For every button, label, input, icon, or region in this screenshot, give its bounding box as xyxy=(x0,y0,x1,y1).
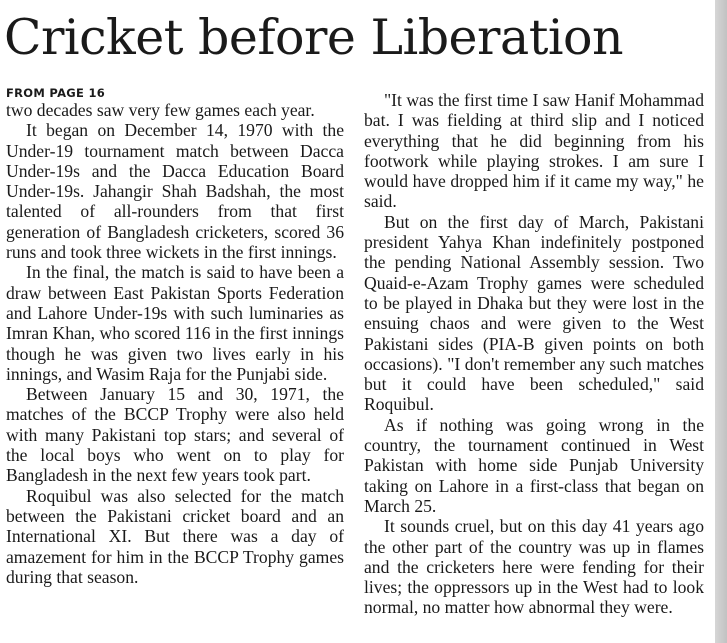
page-edge-divider xyxy=(715,0,727,643)
article-paragraph: "It was the first time I saw Hanif Mohammad bat. I was fielding at third slip and I noticed everything that he did beginning from his footwork while playing strokes. I am sure I would have dropped him if it came my way," he said. xyxy=(364,90,704,212)
article-headline: Cricket before Liberation xyxy=(4,9,624,66)
article-paragraph: Between January 15 and 30, 1971, the matches of the BCCP Trophy were also held with many Pakistani top stars; and several of the local boys who went on to play for Bangladesh in the next few years took part. xyxy=(6,384,344,486)
article-paragraph: It sounds cruel, but on this day 41 years ago the other part of the country was up in flames and the cricketers here were fending for their lives; the oppressors up in the West had to look normal, no matter how abnormal they were. xyxy=(364,516,704,618)
article-paragraph: It began on December 14, 1970 with the Under-19 tournament match between Dacca Under-19s and the Dacca Education Board Under-19s. Jahangir Shah Badshah, the most talented of all-rounders from that first generation of Bangladesh cricketers, scored 36 runs and took three wickets in the first innings. xyxy=(6,120,344,263)
article-paragraph: As if nothing was going wrong in the country, the tournament continued in West Pakistan with home side Punjab University taking on Lahore in a first-class that began on March 25. xyxy=(364,414,704,516)
article-column-right xyxy=(364,90,704,618)
continuation-kicker: FROM PAGE 16 xyxy=(6,86,106,100)
article-paragraph: But on the first day of March, Pakistani president Yahya Khan indefinitely postponed the pending National Assembly session. Two Quaid-e-Azam Trophy games were scheduled to be played in Dhaka but they were lost in the ensuing chaos and were given to the West Pakistani sides (PIA-B given points on both occasions). "I don't remember any such matches but it could have been scheduled," said Roquibul. xyxy=(364,211,704,415)
article-paragraph: Roquibul was also selected for the match between the Pakistani cricket board and an International XI. But there was a day of amazement for him in the BCCP Trophy games during that season. xyxy=(6,485,344,587)
article-paragraph: In the final, the match is said to have been a draw between East Pakistan Sports Federation and Lahore Under-19s with such luminaries as Imran Khan, who scored 116 in the first innings though he was given two lives early in his innings, and Wasim Raja for the Punjabi side. xyxy=(6,262,344,384)
article-paragraph: two decades saw very few games each year. xyxy=(6,100,315,120)
article-column-left xyxy=(6,86,344,587)
